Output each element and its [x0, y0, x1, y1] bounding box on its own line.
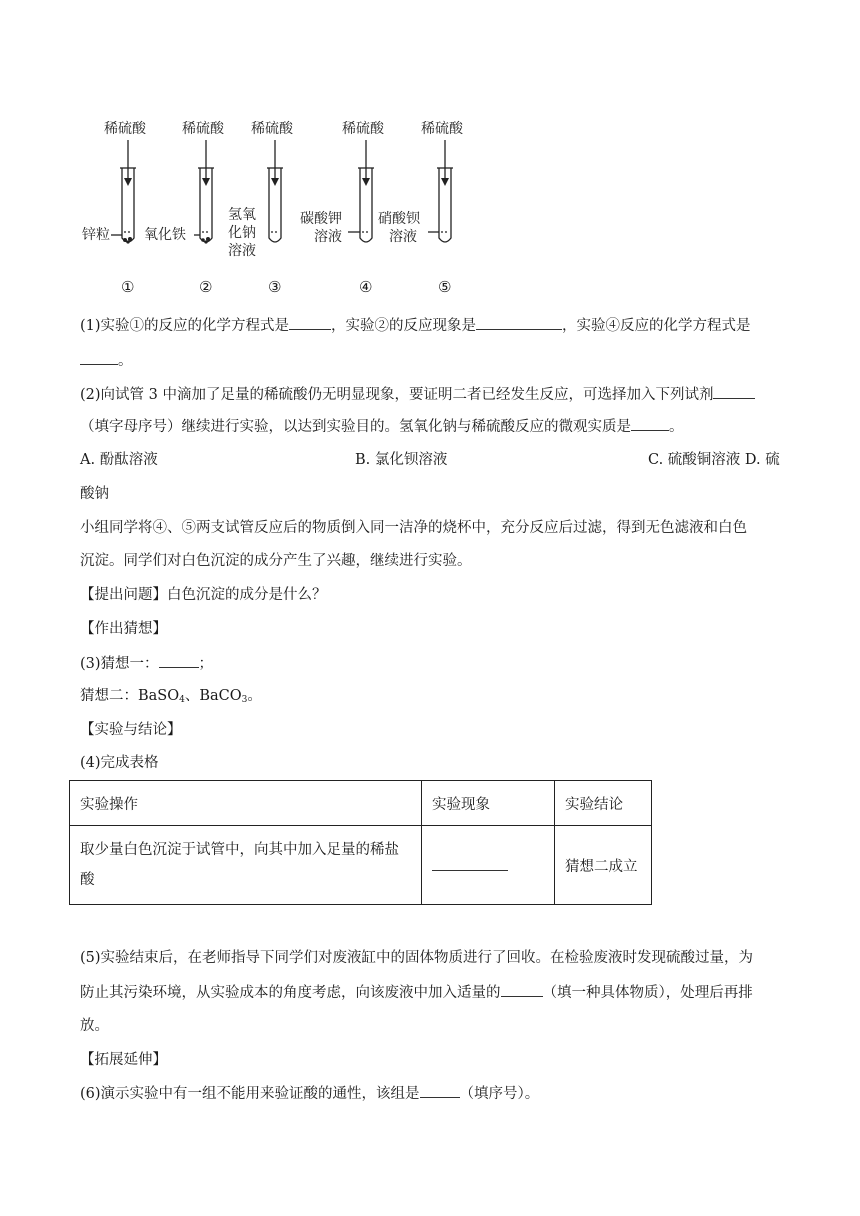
- answer-blank[interactable]: [420, 1083, 460, 1098]
- header-cell: 实验现象: [422, 781, 555, 826]
- question-6: (6)演示实验中有一组不能用来验证酸的通性，该组是 （填序号）。: [80, 1083, 539, 1104]
- answer-blank[interactable]: [631, 416, 669, 431]
- header-cell: 实验操作: [70, 781, 422, 826]
- answer-blank[interactable]: [432, 856, 508, 871]
- answer-blank[interactable]: [713, 384, 755, 399]
- question-3: (3)猜想一： ；: [80, 653, 213, 674]
- answer-blank[interactable]: [159, 653, 199, 668]
- reagent-label-iron-oxide: 氧化铁: [144, 227, 186, 243]
- acid-label-5: 稀硫酸: [421, 121, 463, 137]
- reagent-label-bano3-1: 硝酸钡: [378, 211, 420, 227]
- option-a: A. 酚酞溶液: [80, 452, 158, 468]
- question-1-line-1: (1)实验①的反应的化学方程式是 ，实验②的反应现象是 ，实验④反应的化学方程式是: [80, 315, 751, 336]
- question-5-line-1: (5)实验结束后，在老师指导下同学们对废液缸中的固体物质进行了回收。在检验废液时发现硫酸过量，为: [80, 950, 754, 966]
- reagent-label-zinc: 锌粒: [82, 227, 110, 243]
- arrow-down-icon: [124, 178, 132, 186]
- phenomenon-cell: [422, 826, 555, 905]
- tube-number-1: ①: [121, 278, 135, 296]
- answer-blank[interactable]: [289, 315, 331, 330]
- question-5-line-3: 放。: [80, 1018, 109, 1034]
- heading-question: 【提出问题】白色沉淀的成分是什么？: [80, 587, 327, 603]
- paragraph-line-1: 小组同学将④、⑤两支试管反应后的物质倒入同一洁净的烧杯中，充分反应后过滤，得到无色滤液和白色: [80, 520, 747, 536]
- arrow-down-icon: [362, 178, 370, 186]
- question-2-line-2: （填字母序号）继续进行实验，以达到实验目的。氢氧化钠与稀硫酸反应的微观实质是 。: [80, 416, 684, 437]
- paragraph-line-2: 沉淀。同学们对白色沉淀的成分产生了兴趣，继续进行实验。: [80, 553, 472, 569]
- tube-number-2: ②: [199, 278, 213, 296]
- question-2-line-1: (2)向试管 3 中滴加了足量的稀硫酸仍无明显现象，要证明二者已经发生反应，可选择加入下列试剂: [80, 384, 755, 405]
- question-5-line-2: 防止其污染环境，从实验成本的角度考虑，向该废液中加入适量的 （填一种具体物质），处理后再排: [80, 982, 753, 1003]
- acid-label-4: 稀硫酸: [342, 121, 384, 137]
- operation-cell: 取少量白色沉淀于试管中，向其中加入足量的稀盐 酸: [70, 826, 422, 905]
- reagent-label-naoh-2: 化钠: [228, 225, 256, 241]
- tube-number-4: ④: [359, 278, 373, 296]
- arrow-down-icon: [441, 178, 449, 186]
- result-table: [69, 780, 652, 905]
- header-cell: 实验结论: [555, 781, 652, 826]
- experiment-figure: [78, 112, 478, 302]
- reagent-label-k2co3-1: 碳酸钾: [300, 211, 342, 227]
- answer-blank[interactable]: [501, 982, 543, 997]
- conclusion-cell: 猜想二成立: [555, 826, 652, 905]
- heading-extension: 【拓展延伸】: [80, 1052, 167, 1068]
- option-c-d: C. 硫酸铜溶液 D. 硫: [648, 452, 780, 468]
- answer-blank[interactable]: [80, 350, 118, 365]
- answer-blank[interactable]: [476, 315, 562, 330]
- table-header-row: [70, 781, 652, 826]
- acid-label-1: 稀硫酸: [104, 121, 146, 137]
- reagent-label-k2co3-2: 溶液: [314, 229, 342, 245]
- acid-label-3: 稀硫酸: [251, 121, 293, 137]
- arrow-down-icon: [202, 178, 210, 186]
- heading-guess: 【作出猜想】: [80, 621, 167, 637]
- acid-label-2: 稀硫酸: [182, 121, 224, 137]
- reagent-label-bano3-2: 溶液: [389, 229, 417, 245]
- tube-number-5: ⑤: [438, 278, 452, 296]
- option-d-continued: 酸钠: [80, 486, 109, 502]
- option-b: B. 氯化钡溶液: [355, 452, 448, 468]
- test-tubes-diagram: [78, 112, 478, 302]
- reagent-label-naoh-1: 氢氧: [228, 207, 256, 223]
- heading-experiment: 【实验与结论】: [80, 722, 182, 738]
- question-1-line-2: 。: [80, 350, 133, 371]
- reagent-label-naoh-3: 溶液: [228, 243, 256, 259]
- guess-two: 猜想二：BaSO$_4$、BaCO$_3$。: [80, 688, 262, 705]
- tube-number-3: ③: [268, 278, 282, 296]
- question-4: (4)完成表格: [80, 755, 159, 771]
- arrow-down-icon: [271, 178, 279, 186]
- table-row: [70, 826, 652, 905]
